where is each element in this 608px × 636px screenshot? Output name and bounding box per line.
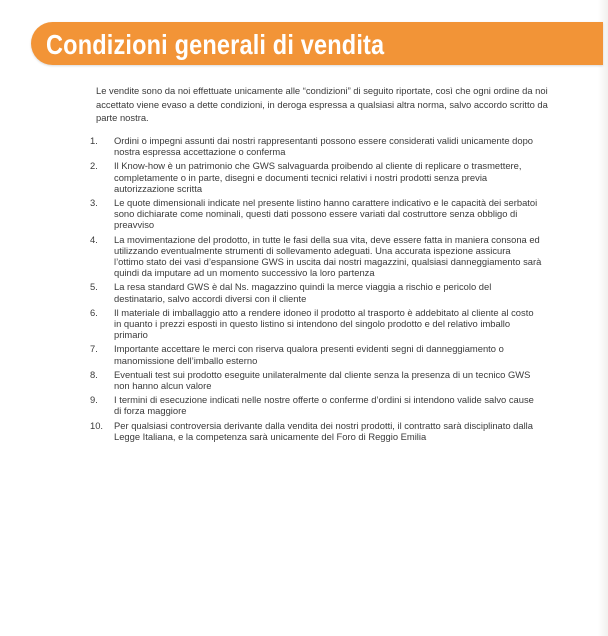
intro-paragraph: Le vendite sono da noi effettuate unicamente alle “condizioni” di seguito riportate, così che ogni ordine da noi accettato viene evaso a dette condizioni, in deroga espressa a qualsiasi altra norma, salvo accordo scritto da parte nostra. [96, 85, 548, 124]
term-number: 5. [90, 281, 98, 293]
term-number: 10. [90, 419, 104, 431]
term-item-3 [90, 197, 542, 231]
term-text: Per qualsiasi controversia derivante dalla vendita dei nostri prodotti, il contratto sarà disciplinato dalla Legge Italiana, e la competenza sarà unicamente del Foro di Reggio Emilia [114, 419, 533, 442]
term-number: 9. [90, 394, 98, 406]
term-text: La resa standard GWS è dal Ns. magazzino quindi la merce viaggia a rischio e pericolo del destinatario, salvo accordi diversi con il cliente [114, 281, 492, 304]
term-item-2 [90, 160, 542, 194]
term-item-1 [90, 135, 542, 157]
term-text: Importante accettare le merci con riserva qualora presenti evidenti segni di danneggiamento o manomissione dell’imballo esterno [114, 343, 504, 366]
term-number: 7. [90, 343, 98, 355]
term-item-9 [90, 394, 542, 416]
page-title: Condizioni generali di vendita [46, 29, 385, 60]
term-text: I termini di esecuzione indicati nelle nostre offerte o conferme d’ordini si intendono valide salvo cause di forza maggiore [114, 394, 534, 417]
term-item-4 [90, 234, 542, 279]
term-number: 1. [90, 135, 98, 146]
term-number: 4. [90, 233, 98, 245]
term-number: 3. [90, 197, 98, 209]
terms-list [90, 135, 542, 445]
term-number: 8. [90, 368, 98, 380]
term-number: 2. [90, 160, 98, 172]
page-edge-shadow [598, 0, 608, 636]
term-item-8 [90, 369, 542, 391]
term-text: Ordini o impegni assunti dai nostri rappresentanti possono essere considerati validi unicamente dopo nostra espressa accettazione o conferma [114, 135, 533, 158]
term-text: Il materiale di imballaggio atto a rendere idoneo il prodotto al trasporto è addebitato al cliente al costo in quanto i prezzi esposti in questo listino si intendono del singolo prodotto e del relativo imballo primario [114, 306, 534, 341]
term-number: 6. [90, 306, 98, 318]
term-item-5 [90, 281, 542, 303]
term-text: La movimentazione del prodotto, in tutte le fasi della sua vita, deve essere fatta in maniera consona ed utilizzando eventualmente strumenti di sollevamento adeguati. Una accurata ispezione assicura l’ottimo stato dei vasi d’espansione GWS in uscita dai nostri magazzini, qualsiasi danneggiamento sarà quindi da imputare ad un momento successivo la loro partenza [114, 233, 542, 279]
term-text: Le quote dimensionali indicate nel presente listino hanno carattere indicativo e le capacità dei serbatoi sono dichiarate come nominali, questi dati possono essere variati dal costruttore senza obbligo di preavviso [114, 197, 538, 231]
term-text: Eventuali test sui prodotto eseguite unilateralmente dal cliente senza la presenza di un tecnico GWS non hanno alcun valore [114, 368, 531, 392]
term-item-6 [90, 307, 542, 341]
term-item-7 [90, 343, 542, 365]
term-text: Il Know-how è un patrimonio che GWS salvaguarda proibendo al cliente di replicare o trasmettere, completamente o in parte, disegni e documenti tecnici relativi i nostri prodotti senza previa autorizzazione scritta [114, 160, 522, 194]
term-item-10 [90, 420, 542, 442]
